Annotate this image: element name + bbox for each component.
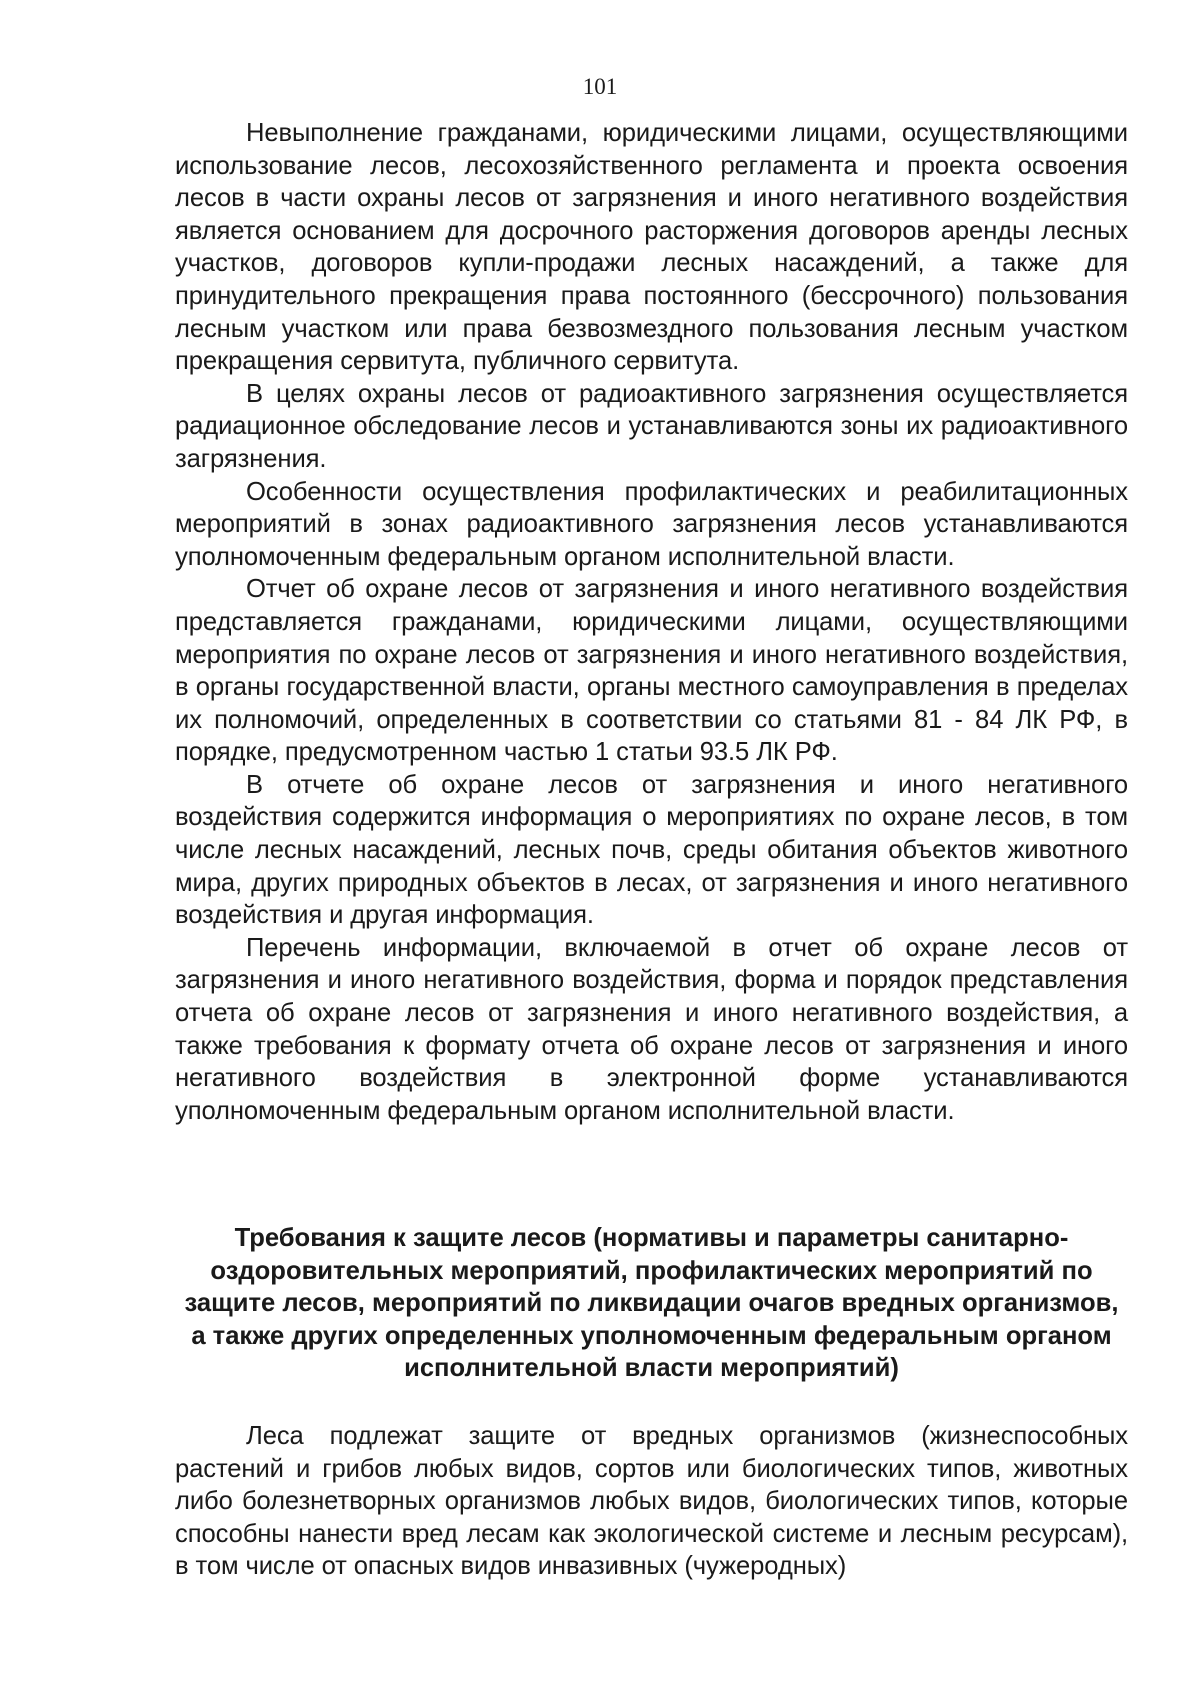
page-number: 101 — [582, 74, 618, 99]
paragraph-report-contents: В отчете об охране лесов от загрязнения и иного негативного воздействия содержится информация о мероприятиях по охране лесов, в том числе лесных насаждений, лесных почв, среды обитания объектов животного мира, других природных объектов в лесах, от загрязнения и иного негативного воздействия и другая информация. — [175, 770, 1128, 930]
body-text — [175, 117, 1128, 1127]
paragraph-forest-use-violation: Невыполнение гражданами, юридическими лицами, осуществляющими использование лесов, лесохозяйственного регламента и проекта освоения лесов в части охраны лесов от загрязнения и иного негативного воздействия является основанием для досрочного расторжения договоров аренды лесных участков, договоров купли-продажи лесных насаждений, а также для принудительного прекращения права постоянного (бессрочного) пользования лесным участком или права безвозмездного пользования лесным участком прекращения сервитута, публичного сервитута. — [175, 119, 1128, 376]
section-body — [175, 1420, 1128, 1583]
paragraph-report-format: Перечень информации, включаемой в отчет об охране лесов от загрязнения и иного негативного воздействия, форма и порядок представления отчета об охране лесов от загрязнения и иного негативного воздействия, а также требования к формату отчета об охране лесов от загрязнения и иного негативного воздействия в электронной форме устанавливаются уполномоченным федеральным органом исполнительной власти. — [175, 933, 1128, 1125]
paragraph-radiation-survey: В целях охраны лесов от радиоактивного загрязнения осуществляется радиационное обследование лесов и устанавливаются зоны их радиоактивного загрязнения. — [175, 379, 1128, 473]
paragraph-forest-pests: Леса подлежат защите от вредных организмов (жизнеспособных растений и грибов любых видов, сортов или биологических типов, животных либо болезнетворных организмов любых видов, биологических типов, которые способны нанести вред лесам как экологической системе и лесным ресурсам), в том числе от опасных видов инвазивных (чужеродных) — [175, 1422, 1128, 1581]
paragraph-radiation-zones: Особенности осуществления профилактических и реабилитационных мероприятий в зонах радиоактивного загрязнения лесов устанавливаются уполномоченным федеральным органом исполнительной власти. — [175, 477, 1128, 571]
section-heading: Требования к защите лесов (нормативы и параметры санитарно-оздоровительных мероприятий, профилактических мероприятий по защите лесов, мероприятий по ликвидации очагов вредных организмов, а также других определенных уполномоченным федеральным органом исполнительной власти мероприятий) — [184, 1224, 1119, 1383]
paragraph-protection-report: Отчет об охране лесов от загрязнения и иного негативного воздействия представляется гражданами, юридическими лицами, осуществляющими мероприятия по охране лесов от загрязнения и иного негативного воздействия, в органы государственной власти, органы местного самоуправления в пределах их полномочий, определенных в соответствии со статьями 81 - 84 ЛК РФ, в порядке, предусмотренном частью 1 статьи 93.5 ЛК РФ. — [175, 575, 1128, 767]
